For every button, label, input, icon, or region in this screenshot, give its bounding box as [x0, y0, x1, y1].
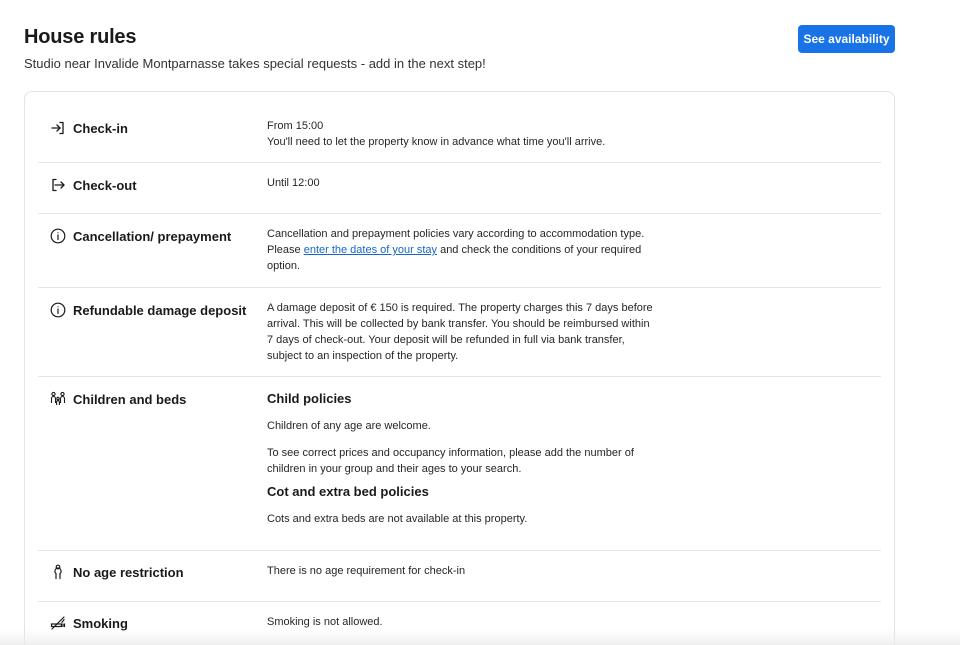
child-policy-search-note: To see correct prices and occupancy information, please add the number of children in your group and their ages to your search.	[267, 447, 634, 475]
rule-label-cancellation: Cancellation/ prepayment	[73, 228, 232, 244]
rule-label-checkin: Check-in	[73, 120, 128, 136]
rule-row-age	[38, 551, 881, 602]
info-icon	[50, 302, 66, 318]
rule-row-checkout	[38, 163, 881, 214]
rule-label-age: No age restriction	[73, 564, 184, 580]
deposit-text: A damage deposit of € 150 is required. The property charges this 7 days before arrival. This will be collected by bank transfer. You should be reimbursed within 7 days of check-out. Your deposit will be refunded in full via bank transfer, subject to an inspection of the property.	[267, 302, 653, 362]
enter-dates-link[interactable]: enter the dates of your stay	[303, 244, 438, 256]
rule-label-deposit: Refundable damage deposit	[73, 302, 247, 318]
bottom-fade	[0, 630, 960, 645]
see-availability-button[interactable]: See availability	[798, 25, 895, 53]
rule-label-checkout: Check-out	[73, 177, 137, 193]
rule-row-cancellation	[38, 214, 881, 288]
checkout-time: Until 12:00	[267, 177, 320, 189]
family-icon	[50, 391, 66, 407]
page-subtitle: Studio near Invalide Montparnasse takes special requests - add in the next step!	[24, 56, 486, 71]
arrow-out-door-icon	[50, 177, 66, 193]
rule-label-smoking: Smoking	[73, 615, 128, 631]
cot-policies-heading: Cot and extra bed policies	[267, 484, 429, 499]
child-policies-heading: Child policies	[267, 391, 352, 406]
person-icon	[50, 564, 66, 580]
checkin-note: You'll need to let the property know in advance what time you'll arrive.	[267, 136, 606, 148]
checkin-time: From 15:00	[267, 120, 324, 132]
rule-row-children	[38, 377, 881, 551]
rule-row-checkin	[38, 110, 881, 163]
age-text: There is no age requirement for check-in	[267, 565, 466, 577]
page-title: House rules	[24, 26, 137, 48]
child-policy-welcome: Children of any age are welcome.	[267, 420, 431, 432]
no-smoking-icon	[50, 615, 66, 631]
cot-policy-text: Cots and extra beds are not available at this property.	[267, 513, 528, 525]
info-icon	[50, 228, 66, 244]
cancellation-text: Cancellation and prepayment policies vary according to accommodation type. Please enter the dates of your stay and check the conditions of your required option.	[267, 228, 645, 272]
rule-row-deposit	[38, 288, 881, 377]
arrow-into-door-icon	[50, 120, 66, 136]
smoking-text: Smoking is not allowed.	[267, 616, 383, 628]
rule-label-children: Children and beds	[73, 391, 187, 407]
